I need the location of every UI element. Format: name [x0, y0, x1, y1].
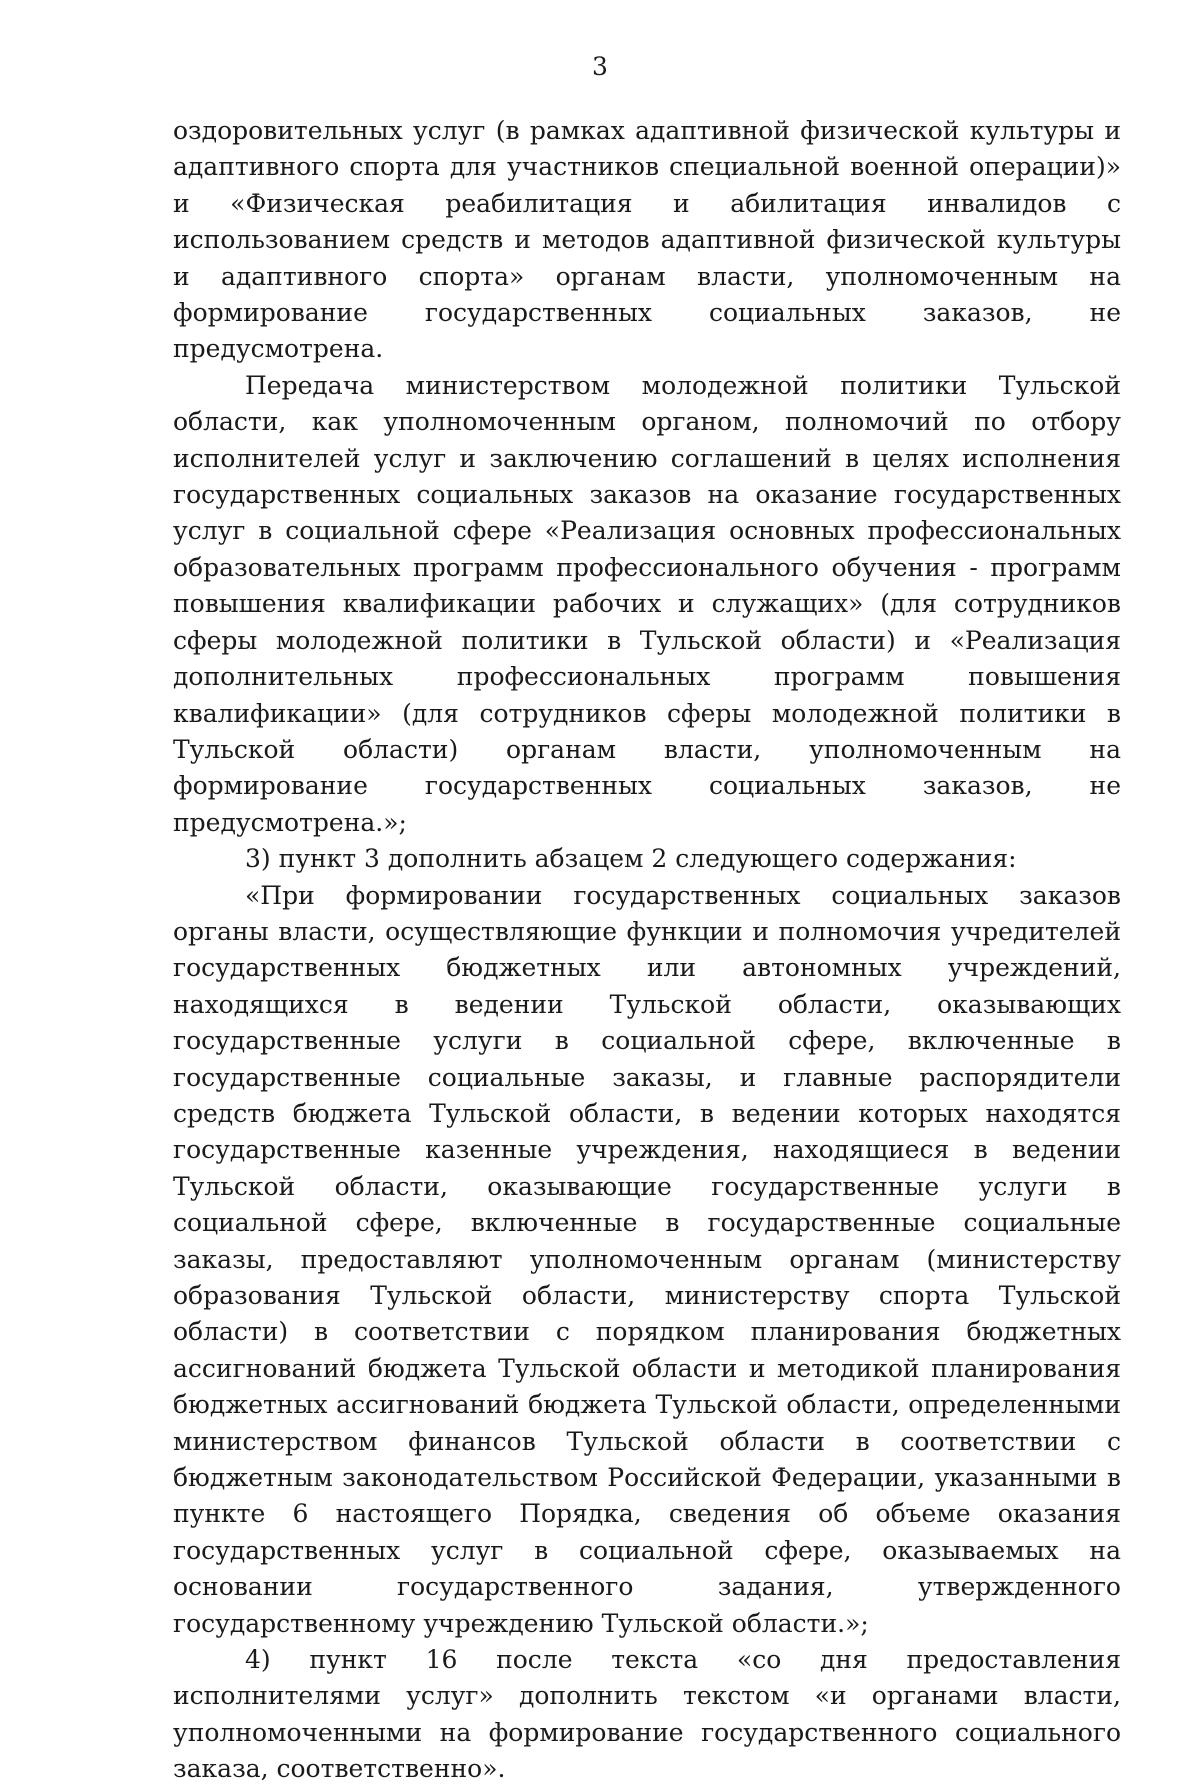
paragraph-transfer-youth-policy: Передача министерством молодежной политики Тульской области, как уполномоченным органом, полномочий по отбору исполнителей услуг и заключению соглашений в целях исполнения государственных социальных заказов на оказание государственных услуг в социальной сфере «Реализация основных профессиональных образовательных программ профессионального обучения - программ повышения квалификации рабочих и служащих» (для сотрудников сферы молодежной политики в Тульской области) и «Реализация дополнительных профессиональных программ повышения квалификации» (для сотрудников сферы молодежной политики в Тульской области) органам власти, уполномоченным на формирование государственных социальных заказов, не предусмотрена.»;: [173, 370, 1121, 837]
paragraph-item-3: 3) пункт 3 дополнить абзацем 2 следующего содержания:: [245, 844, 1017, 874]
paragraph-item-3-content: «При формировании государственных социальных заказов органы власти, осуществляющие функции и полномочия учредителей государственных бюджетных или автономных учреждений, находящихся в ведении Тульской области, оказывающих государственные услуги в социальной сфере, включенные в государственные социальные заказы, и главные распорядители средств бюджета Тульской области, в ведении которых находятся государственные казенные учреждения, находящиеся в ведении Тульской области, оказывающие государственные услуги в социальной сфере, включенные в государственные социальные заказы, предоставляют уполномоченным органам (министерству образования Тульской области, министерству спорта Тульской области) в соответствии с порядком планирования бюджетных ассигнований бюджета Тульской области и методикой планирования бюджетных ассигнований бюджета Тульской области, определенными министерством финансов Тульской области в соответствии с бюджетным законодательством Российской Федерации, указанными в пункте 6 настоящего Порядка, сведения об объеме оказания государственных услуг в социальной сфере, оказываемых на основании государственного задания, утвержденного государственному учреждению Тульской области.»;: [173, 880, 1121, 1638]
document-body: [173, 113, 1121, 1788]
paragraph-continuation: оздоровительных услуг (в рамках адаптивной физической культуры и адаптивного спорта для участников специальной военной операции)» и «Физическая реабилитация и абилитация инвалидов с использованием средств и методов адаптивной физической культуры и адаптивного спорта» органам власти, уполномоченным на формирование государственных социальных заказов, не предусмотрена.: [173, 116, 1121, 364]
paragraph-item-4: 4) пункт 16 после текста «со дня предоставления исполнителями услуг» дополнить текстом «и органами власти, уполномоченными на формирование государственного социального заказа, соответственно».: [173, 1645, 1121, 1784]
page-number: 3: [592, 52, 608, 81]
